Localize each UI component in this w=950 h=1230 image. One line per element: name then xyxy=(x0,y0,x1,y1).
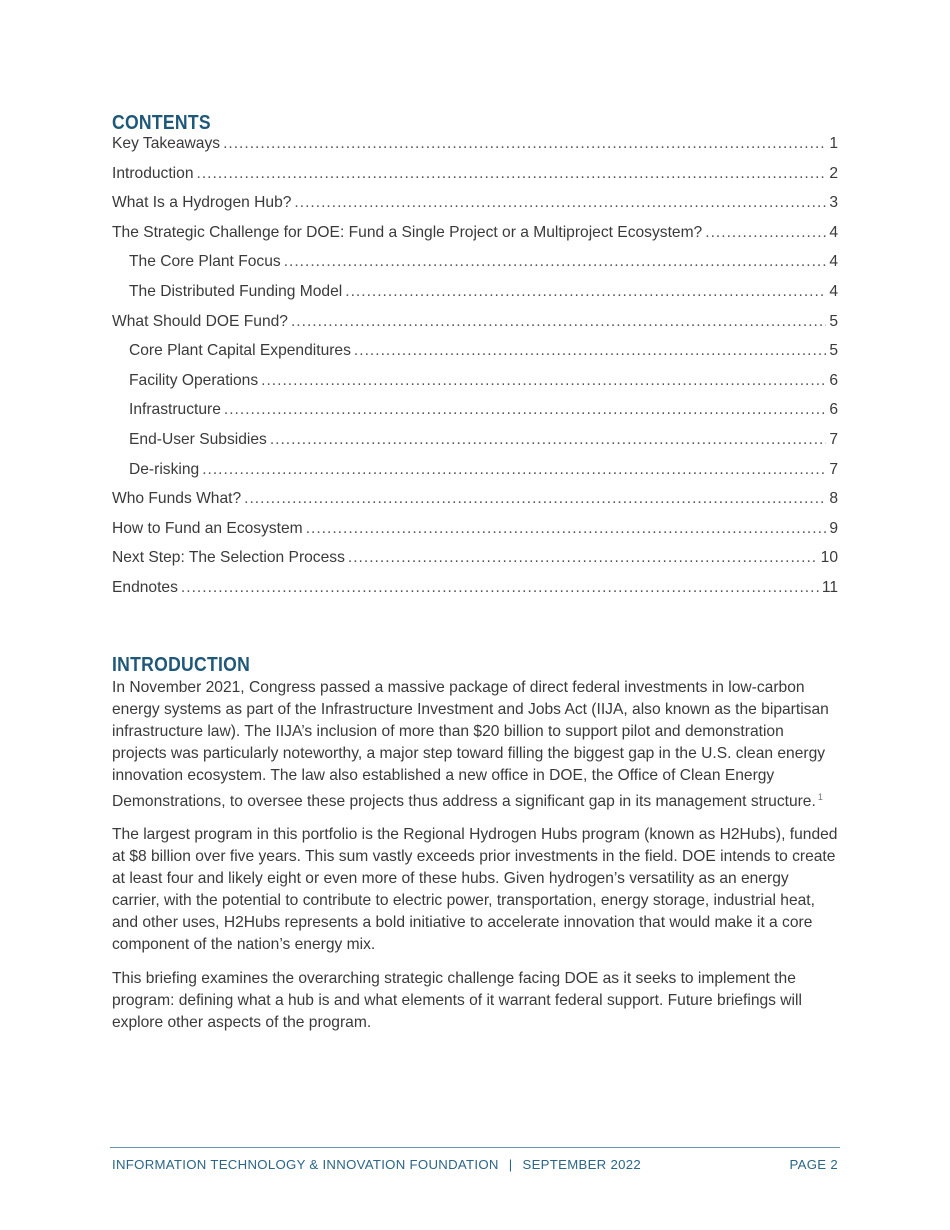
toc-leader-dots xyxy=(224,401,826,419)
toc-entry-page: 7 xyxy=(829,430,838,448)
intro-paragraph-1-text: In November 2021, Congress passed a massive package of direct federal investments in low-carbon energy systems as part of the Infrastructure Investment and Jobs Act (IIJA, also known as the bipartisan infrastructure law). The IIJA’s inclusion of more than $20 billion to support pilot and demonstration projects was particularly noteworthy, a major step toward filling the biggest gap in the U.S. clean energy innovation ecosystem. The law also established a new office in DOE, the Office of Clean Energy Demonstrations, to oversee these projects thus address a significant gap in its management structure. xyxy=(112,679,829,810)
toc-entry[interactable] xyxy=(112,224,838,254)
toc-leader-dots xyxy=(223,135,826,153)
toc-leader-dots xyxy=(705,224,826,242)
toc-entry[interactable] xyxy=(112,253,838,283)
toc-leader-dots xyxy=(294,194,826,212)
intro-paragraph-1 xyxy=(112,677,838,812)
toc-entry[interactable] xyxy=(112,283,838,313)
toc-entry[interactable] xyxy=(112,372,838,402)
toc-leader-dots xyxy=(181,579,819,597)
intro-paragraph-2: The largest program in this portfolio is the Regional Hydrogen Hubs program (known as H2Hubs), funded at $8 billion over five years. This sum vastly exceeds prior investments in the field. DOE intends to create at least four and likely eight or even more of these hubs. Given hydrogen’s versatility as an energy carrier, with the potential to contribute to electric power, transportation, energy storage, industrial heat, and other uses, H2Hubs represents a bold initiative to accelerate innovation that would make it a core component of the nation’s energy mix. xyxy=(112,826,838,953)
footer-divider xyxy=(110,1147,840,1148)
toc-entry-page: 4 xyxy=(829,282,838,300)
footer-date: SEPTEMBER 2022 xyxy=(522,1157,642,1172)
toc-entry-page: 2 xyxy=(829,164,838,182)
toc-entry-label: Next Step: The Selection Process xyxy=(112,549,345,567)
toc-leader-dots xyxy=(202,461,826,479)
introduction-section xyxy=(112,654,838,1046)
toc-leader-dots xyxy=(197,165,827,183)
toc-entry-label: The Distributed Funding Model xyxy=(129,282,343,300)
toc-entry[interactable] xyxy=(112,313,838,343)
footer-separator: | xyxy=(508,1157,513,1172)
toc-leader-dots xyxy=(291,313,826,331)
toc-entry-label: De-risking xyxy=(129,460,200,478)
toc-leader-dots xyxy=(261,372,826,390)
toc-entry-label: End-User Subsidies xyxy=(129,430,267,448)
toc-entry-page: 5 xyxy=(829,342,838,360)
toc-entry-page: 9 xyxy=(829,519,838,537)
toc-leader-dots xyxy=(284,253,827,271)
toc-entry-label: Who Funds What? xyxy=(112,490,242,508)
intro-paragraph-3: This briefing examines the overarching strategic challenge facing DOE as it seeks to implement the program: defining what a hub is and what elements of it warrant federal support. Future briefings will explore other aspects of the program. xyxy=(112,969,802,1031)
toc-entry-label: Endnotes xyxy=(112,578,178,596)
toc-entry[interactable] xyxy=(112,342,838,372)
toc-entry-page: 8 xyxy=(829,490,838,508)
toc-leader-dots xyxy=(270,431,827,449)
footer-page-number: PAGE 2 xyxy=(789,1157,838,1172)
toc-entry-page: 6 xyxy=(829,371,838,389)
toc-entry[interactable] xyxy=(112,194,838,224)
toc-entry-label: Key Takeaways xyxy=(112,135,221,152)
toc-entry-page: 7 xyxy=(829,460,838,478)
toc-entry-label: The Strategic Challenge for DOE: Fund a Single Project or a Multiproject Ecosystem? xyxy=(112,223,703,241)
toc-entry-page: 5 xyxy=(829,312,838,330)
toc-entry[interactable] xyxy=(112,490,838,520)
toc-entry[interactable] xyxy=(112,135,838,165)
toc-entry-page: 4 xyxy=(829,253,838,271)
toc-leader-dots xyxy=(306,520,827,538)
contents-section xyxy=(112,112,838,609)
toc-entry-page: 6 xyxy=(829,401,838,419)
toc-entry-page: 1 xyxy=(829,135,838,152)
page-footer xyxy=(112,1157,838,1172)
toc-entry[interactable] xyxy=(112,520,838,550)
toc-leader-dots xyxy=(354,342,826,360)
toc-entry-label: The Core Plant Focus xyxy=(129,253,281,271)
endnote-marker[interactable]: 1 xyxy=(817,791,823,802)
toc-entry-label: Core Plant Capital Expenditures xyxy=(129,342,351,360)
contents-heading: CONTENTS xyxy=(112,112,211,134)
toc-entry-page: 10 xyxy=(820,549,838,567)
toc-entry[interactable] xyxy=(112,461,838,491)
table-of-contents xyxy=(112,135,838,609)
toc-entry-page: 11 xyxy=(821,578,838,596)
toc-entry[interactable] xyxy=(112,579,838,609)
toc-entry[interactable] xyxy=(112,401,838,431)
toc-entry-label: Facility Operations xyxy=(129,371,259,389)
toc-entry[interactable] xyxy=(112,431,838,461)
toc-entry-label: How to Fund an Ecosystem xyxy=(112,519,303,537)
toc-entry-label: Introduction xyxy=(112,164,194,182)
toc-entry-page: 4 xyxy=(829,223,838,241)
footer-left xyxy=(112,1157,641,1172)
toc-entry-page: 3 xyxy=(829,194,838,212)
toc-entry-label: What Is a Hydrogen Hub? xyxy=(112,194,292,212)
toc-entry[interactable] xyxy=(112,549,838,579)
toc-leader-dots xyxy=(348,549,818,567)
footer-org: INFORMATION TECHNOLOGY & INNOVATION FOUNDATION xyxy=(112,1157,499,1172)
toc-entry[interactable] xyxy=(112,165,838,195)
toc-leader-dots xyxy=(244,490,826,508)
toc-entry-label: What Should DOE Fund? xyxy=(112,312,288,330)
toc-leader-dots xyxy=(345,283,826,301)
introduction-heading: INTRODUCTION xyxy=(112,654,251,676)
toc-entry-label: Infrastructure xyxy=(129,401,221,419)
